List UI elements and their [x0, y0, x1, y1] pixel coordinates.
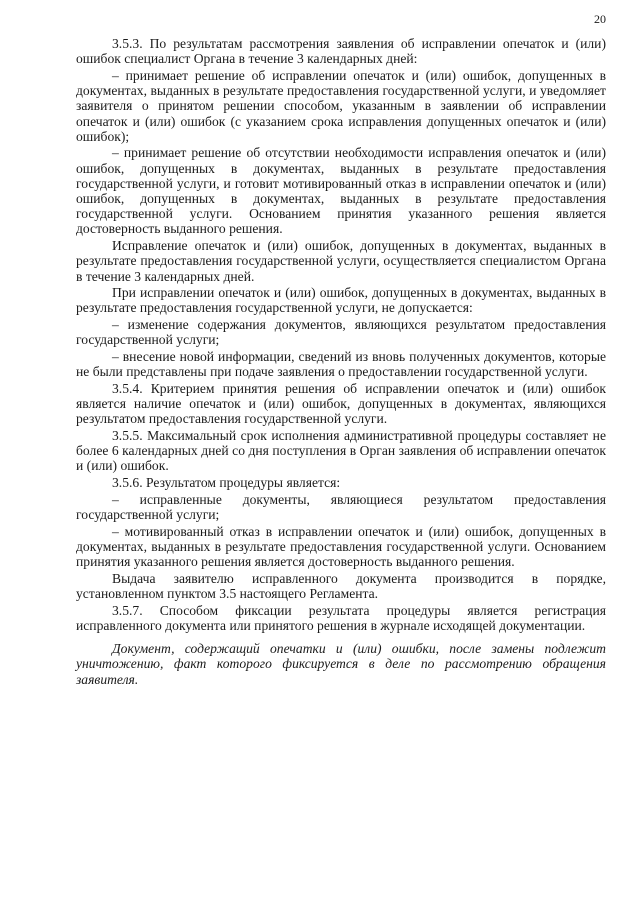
- paragraph-result-item-2: – мотивированный отказ в исправлении опечаток и (или) ошибок, допущенных в документах, выданных в результате предоставления государственной услуги. Основанием принятия указанного решения является достоверность выданного решения.: [76, 523, 606, 570]
- paragraph-3-5-7: 3.5.7. Способом фиксации результата процедуры является регистрация исправленного документа или принятого решения в журнале исходящей документации.: [76, 602, 606, 634]
- paragraph-decision-correct: – принимает решение об исправлении опечаток и (или) ошибок, допущенных в документах, выданных в результате предоставления государственной услуги, и уведомляет заявителя о принятом решении способом, указанным в заявлении об исправлении опечаток и (или) ошибок (с указанием срока исправления допущенных опечаток и (или) ошибок);: [76, 67, 606, 144]
- paragraph-3-5-3: 3.5.3. По результатам рассмотрения заявления об исправлении опечаток и (или) ошибок специалист Органа в течение 3 календарных дней:: [76, 36, 606, 67]
- paragraph-not-allowed: При исправлении опечаток и (или) ошибок, допущенных в документах, выданных в результате предоставления государственной услуги, не допускается:: [76, 285, 606, 316]
- document-body: [76, 36, 606, 688]
- paragraph-issuance: Выдача заявителю исправленного документа производится в порядке, установленном пунктом 3.5 настоящего Регламента.: [76, 570, 606, 602]
- paragraph-result-item-1: – исправленные документы, являющиеся результатом предоставления государственной услуги;: [76, 491, 606, 523]
- page-number: 20: [594, 12, 606, 26]
- paragraph-3-5-5: 3.5.5. Максимальный срок исполнения административной процедуры составляет не более 6 календарных дней со дня поступления в Орган заявления об исправлении опечаток и (или) ошибок.: [76, 428, 606, 474]
- final-note: Документ, содержащий опечатки и (или) ошибки, после замены подлежит уничтожению, факт которого фиксируется в деле по рассмотрению обращения заявителя.: [76, 641, 606, 687]
- paragraph-3-5-6: 3.5.6. Результатом процедуры является:: [112, 475, 341, 491]
- paragraph-not-allowed-item-1: – изменение содержания документов, являющихся результатом предоставления государственной услуги;: [76, 317, 606, 348]
- paragraph-not-allowed-item-2: – внесение новой информации, сведений из вновь полученных документов, которые не были представлены при подаче заявления о предоставлении государственной услуги.: [76, 349, 606, 380]
- paragraph-decision-refuse: – принимает решение об отсутствии необходимости исправления опечаток и (или) ошибок, допущенных в документах, выданных в результате предоставления государственной услуги, и готовит мотивированный отказ в исправлении опечаток и (или) ошибок, допущенных в документах, выданных в результате предоставления государственной услуги. Основанием принятия указанного решения является достоверность выданного решения.: [76, 145, 606, 237]
- paragraph-correction-term: Исправление опечаток и (или) ошибок, допущенных в документах, выданных в результате предоставления государственной услуги, осуществляется специалистом Органа в течение 3 календарных дней.: [76, 238, 606, 284]
- paragraph-3-5-4: 3.5.4. Критерием принятия решения об исправлении опечаток и (или) ошибок является наличие опечаток и (или) ошибок, допущенных в документах, являющихся результатом предоставления государственной услуги.: [76, 380, 606, 427]
